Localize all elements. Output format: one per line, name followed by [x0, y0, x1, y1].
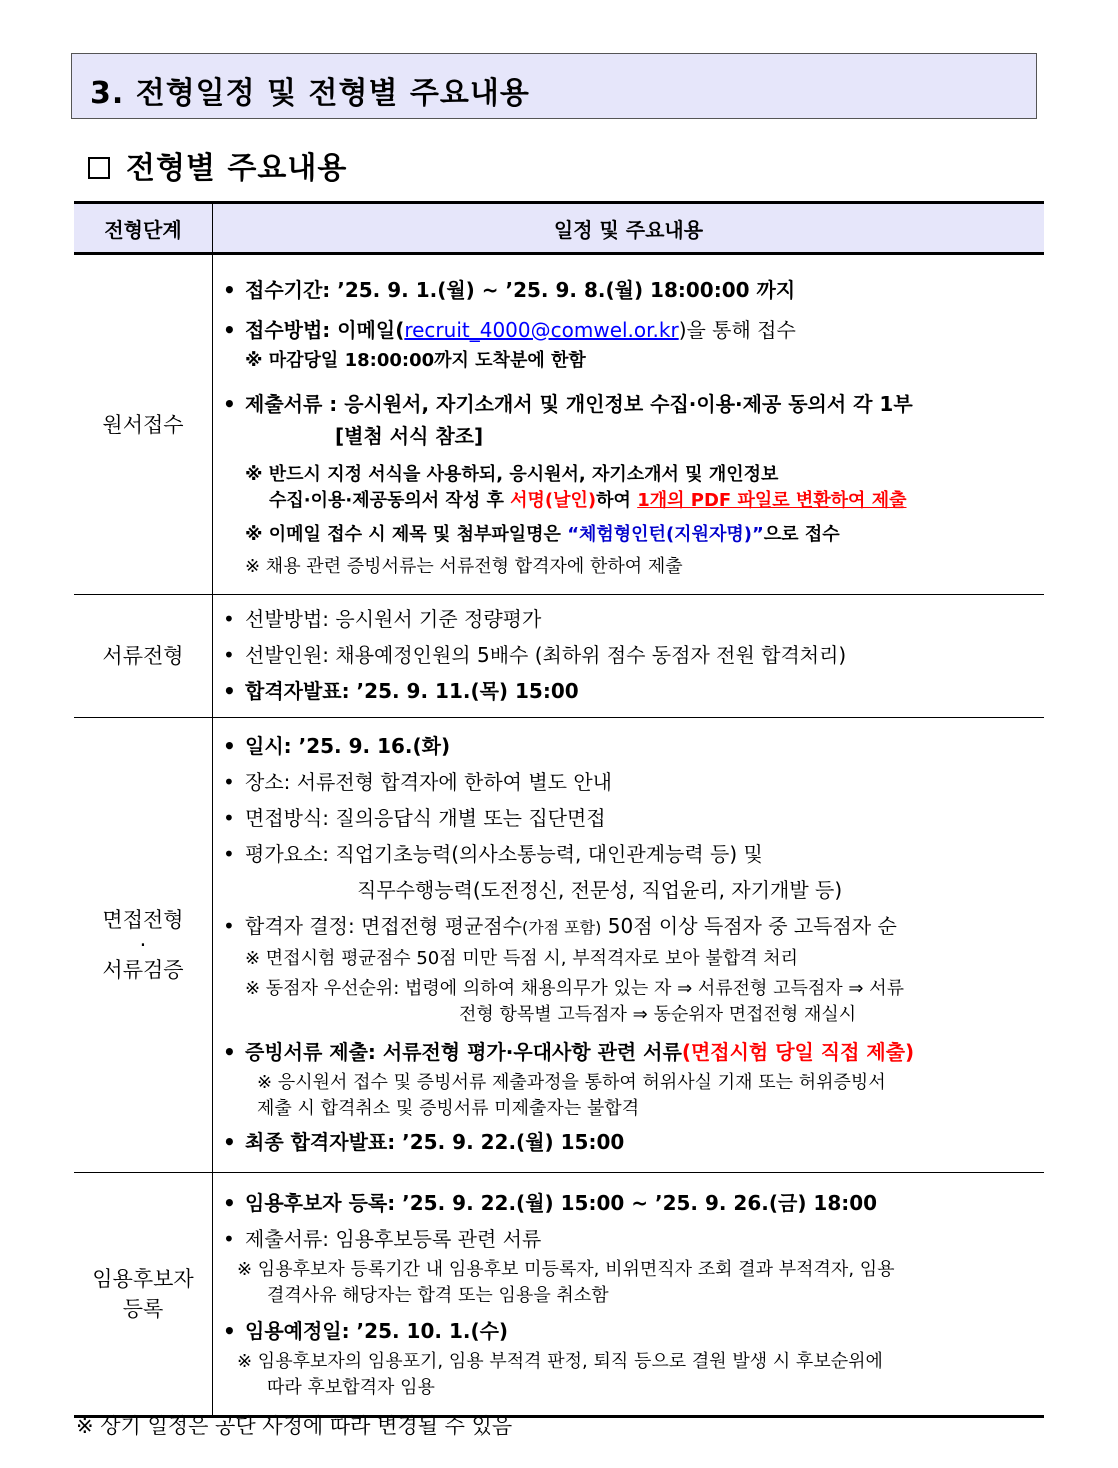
note: ※ 채용 관련 증빙서류는 서류전형 합격자에 한하여 제출: [245, 556, 683, 577]
list-item: • 일시: ’25. 9. 16.(화): [223, 734, 451, 758]
note: ※ 마감당일 18:00:00까지 도착분에 한함: [245, 350, 586, 371]
content-application: [213, 254, 1045, 595]
stage-application: 원서접수: [74, 254, 213, 595]
content-interview: [213, 718, 1045, 1173]
square-bullet-icon: [88, 157, 110, 179]
list-item: • 장소: 서류전형 합격자에 한하여 별도 안내: [223, 770, 612, 794]
subheading: [88, 143, 347, 187]
table-header-row: [74, 203, 1044, 254]
note: ※ 면접시험 평균점수 50점 미만 득점 시, 부적격자로 보아 불합격 처리: [245, 948, 799, 969]
table-row: [74, 1173, 1044, 1417]
note: ※ 동점자 우선순위: 법령에 의하여 채용의무가 있는 자 ⇒ 서류전형 고득점자 ⇒ 서류: [245, 978, 904, 999]
stage-registration: 임용후보자 등록: [74, 1173, 213, 1417]
list-item: • 제출서류: 임용후보등록 관련 서류: [223, 1227, 542, 1251]
schedule-table: [74, 201, 1044, 1418]
list-item: • 접수기간: ’25. 9. 1.(월) ~ ’25. 9. 8.(월) 18:00:00 까지: [223, 278, 796, 302]
email-link[interactable]: recruit_4000@comwel.or.kr: [404, 318, 679, 342]
note: 수집·이용·제공동의서 작성 후 서명(날인)하여 1개의 PDF 파일로 변환하여 제출: [269, 490, 907, 511]
list-item: • 제출서류 : 응시원서, 자기소개서 및 개인정보 수집·이용·제공 동의서 각 1부: [223, 392, 913, 416]
note: 제출 시 합격취소 및 증빙서류 미제출자는 불합격: [257, 1098, 640, 1119]
content-document-screening: [213, 595, 1045, 718]
list-item: • 임용예정일: ’25. 10. 1.(수): [223, 1319, 509, 1343]
note: ※ 임용후보자 등록기간 내 임용후보 미등록자, 비위면직자 조회 결과 부적격자, 임용: [237, 1259, 895, 1280]
header-content: 일정 및 주요내용: [213, 203, 1045, 254]
list-item: • 최종 합격자발표: ’25. 9. 22.(월) 15:00: [223, 1130, 625, 1154]
note: ※ 응시원서 접수 및 증빙서류 제출과정을 통하여 허위사실 기재 또는 허위증빙서: [257, 1072, 886, 1093]
note: 전형 항목별 고득점자 ⇒ 동순위자 면접전형 재실시: [459, 1004, 857, 1025]
list-item: • 선발인원: 채용예정인원의 5배수 (최하위 점수 동점자 전원 합격처리): [223, 643, 847, 667]
list-item: • 접수방법: 이메일(recruit_4000@comwel.or.kr)을 통해 접수: [223, 318, 796, 342]
header-stage: 전형단계: [74, 203, 213, 254]
list-item-continuation: [별첨 서식 참조]: [335, 424, 484, 448]
section-header: [71, 53, 1037, 119]
table-row: [74, 254, 1044, 595]
note: 따라 후보합격자 임용: [267, 1377, 435, 1398]
list-item: • 증빙서류 제출: 서류전형 평가·우대사항 관련 서류(면접시험 당일 직접 제출): [223, 1040, 915, 1064]
list-item-continuation: 직무수행능력(도전정신, 전문성, 직업윤리, 자기개발 등): [357, 878, 843, 902]
note: ※ 임용후보자의 임용포기, 임용 부적격 판정, 퇴직 등으로 결원 발생 시 후보순위에: [237, 1351, 883, 1372]
note: ※ 이메일 접수 시 제목 및 첨부파일명은 “체험형인턴(지원자명)”으로 접수: [245, 524, 840, 545]
stage-interview: 면접전형 · 서류검증: [74, 718, 213, 1173]
list-item: • 임용후보자 등록: ’25. 9. 22.(월) 15:00 ~ ’25. 9. 26.(금) 18:00: [223, 1191, 878, 1215]
list-item: • 합격자 결정: 면접전형 평균점수(가점 포함) 50점 이상 득점자 중 고득점자 순: [223, 914, 897, 938]
table-row: [74, 595, 1044, 718]
section-title: 3. 전형일정 및 전형별 주요내용: [90, 76, 530, 111]
footer-note: ※ 상기 일정은 공단 사정에 따라 변경될 수 있음: [76, 1414, 513, 1438]
table-row: [74, 718, 1044, 1173]
subheading-text: 전형별 주요내용: [126, 151, 348, 186]
list-item: • 평가요소: 직업기초능력(의사소통능력, 대인관계능력 등) 및: [223, 842, 763, 866]
note: 결격사유 해당자는 합격 또는 임용을 취소함: [267, 1285, 609, 1306]
stage-document-screening: 서류전형: [74, 595, 213, 718]
list-item: • 선발방법: 응시원서 기준 정량평가: [223, 607, 542, 631]
content-registration: [213, 1173, 1045, 1417]
list-item: • 합격자발표: ’25. 9. 11.(목) 15:00: [223, 679, 579, 703]
note: ※ 반드시 지정 서식을 사용하되, 응시원서, 자기소개서 및 개인정보: [245, 464, 779, 485]
list-item: • 면접방식: 질의응답식 개별 또는 집단면접: [223, 806, 606, 830]
